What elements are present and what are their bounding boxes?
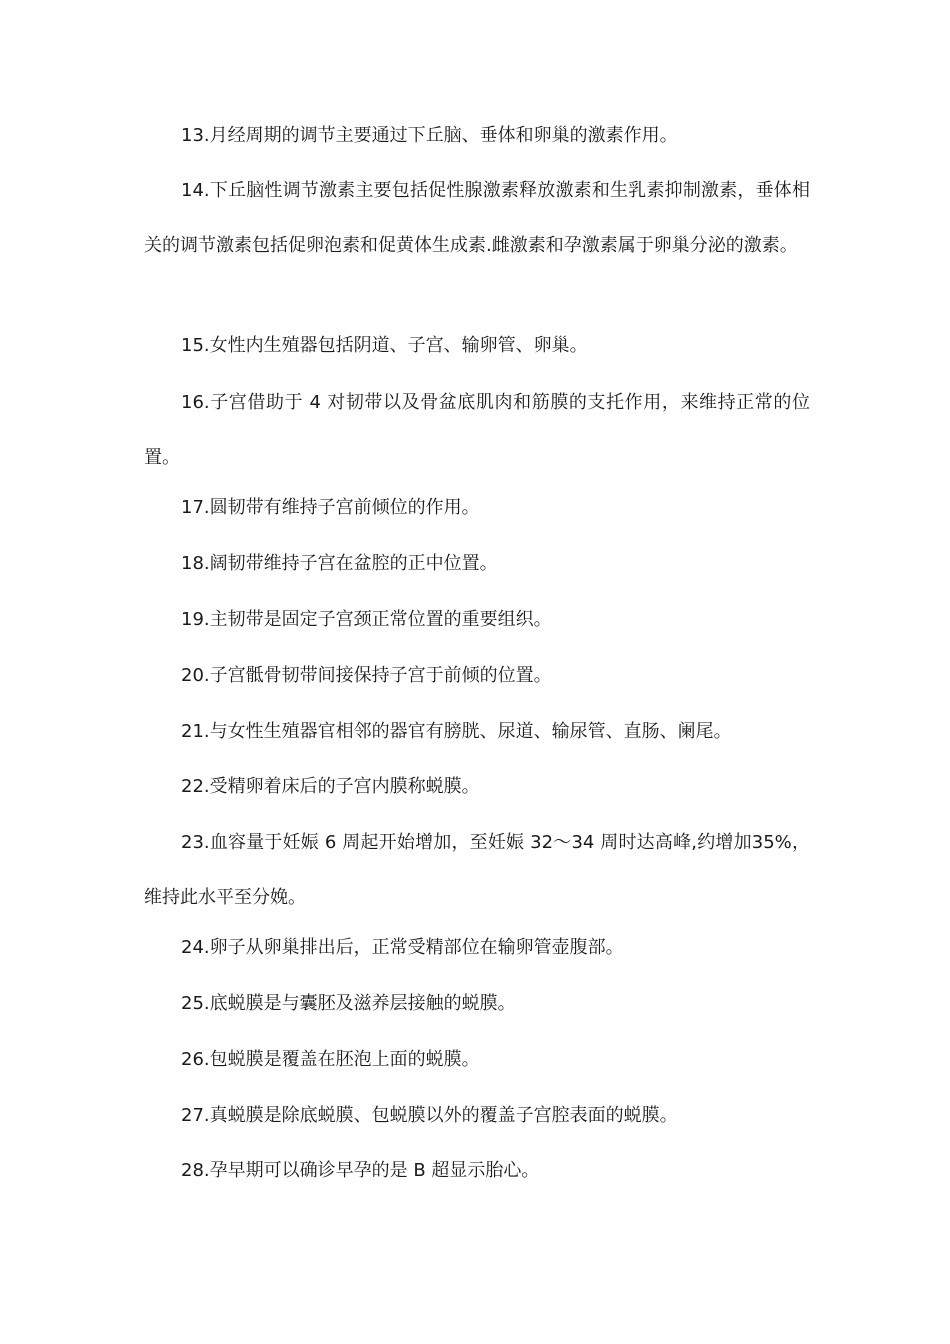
paragraph-28: 28.孕早期可以确诊早孕的是 B 超显示胎心。 (181, 1160, 540, 1181)
paragraph-19: 19.主韧带是固定子宫颈正常位置的重要组织。 (181, 609, 552, 630)
paragraph-21: 21.与女性生殖器官相邻的器官有膀胱、尿道、输尿管、直肠、阑尾。 (181, 721, 732, 742)
paragraph-16: 16.子宫借助于 4 对韧带以及骨盆底肌肉和筋膜的支托作用，来维持正常的位置。 (144, 392, 810, 468)
paragraph-22: 22.受精卵着床后的子宫内膜称蜕膜。 (181, 776, 480, 797)
paragraph-14: 14.下丘脑性调节激素主要包括促性腺激素释放激素和生乳素抑制激素，垂体相关的调节激素包括促卵泡素和促黄体生成素.雌激素和孕激素属于卵巢分泌的激素。 (144, 180, 810, 256)
paragraph-13: 13.月经周期的调节主要通过下丘脑、垂体和卵巢的激素作用。 (181, 125, 678, 146)
paragraph-24: 24.卵子从卵巢排出后，正常受精部位在输卵管壶腹部。 (181, 937, 624, 958)
paragraph-18: 18.阔韧带维持子宫在盆腔的正中位置。 (181, 553, 498, 574)
paragraph-25: 25.底蜕膜是与囊胚及滋养层接触的蜕膜。 (181, 993, 516, 1014)
paragraph-26: 26.包蜕膜是覆盖在胚泡上面的蜕膜。 (181, 1049, 480, 1070)
paragraph-17: 17.圆韧带有维持子宫前倾位的作用。 (181, 497, 480, 518)
paragraph-23: 23.血容量于妊娠 6 周起开始增加，至妊娠 32～34 周时达高峰,约增加35%，维持此水平至分娩。 (144, 832, 810, 908)
paragraph-15: 15.女性内生殖器包括阴道、子宫、输卵管、卵巢。 (181, 335, 588, 356)
paragraph-20: 20.子宫骶骨韧带间接保持子宫于前倾的位置。 (181, 665, 552, 686)
paragraph-27: 27.真蜕膜是除底蜕膜、包蜕膜以外的覆盖子宫腔表面的蜕膜。 (181, 1105, 678, 1126)
